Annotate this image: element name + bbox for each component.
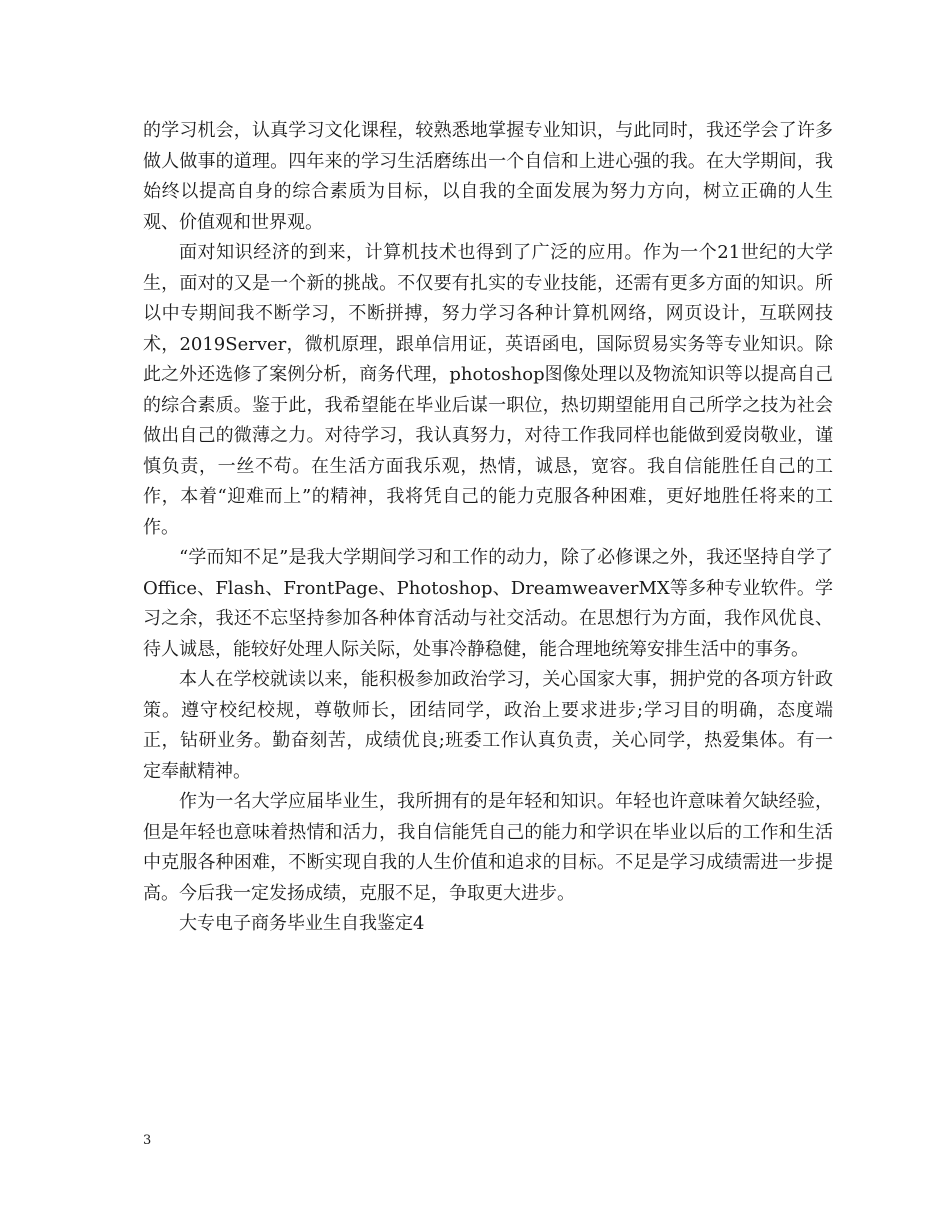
paragraph-2: 面对知识经济的到来，计算机技术也得到了广泛的应用。作为一个21世纪的大学生，面对的又是一个新的挑战。不仅要有扎实的专业技能，还需有更多方面的知识。所以中专期间我不断学习，不断拼搏，努力学习各种计算机网络，网页设计，互联网技术，2019Server，微机原理，跟单信用证，英语函电，国际贸易实务等专业知识。除此之外还选修了案例分析，商务代理，photoshop图像处理以及物流知识等以提高自己的综合素质。鉴于此，我希望能在毕业后谋一职位，热切期望能用自己所学之技为社会做出自己的微薄之力。对待学习，我认真努力，对待工作我同样也能做到爱岗敬业，谨慎负责，一丝不苟。在生活方面我乐观，热情，诚恳，宽容。我自信能胜任自己的工作，本着“迎难而上”的精神，我将凭自己的能力克服各种困难，更好地胜任将来的工作。 (143, 242, 833, 538)
paragraph-4: 本人在学校就读以来，能积极参加政治学习，关心国家大事，拥护党的各项方针政策。遵守校纪校规，尊敬师长，团结同学，政治上要求进步;学习目的明确，态度端正，钻研业务。勤奋刻苦，成绩优良;班委工作认真负责，关心同学，热爱集体。有一定奉献精神。 (143, 669, 833, 782)
page-number: 3 (143, 1133, 152, 1148)
paragraph-1: 的学习机会，认真学习文化课程，较熟悉地掌握专业知识，与此同时，我还学会了许多做人做事的道理。四年来的学习生活磨练出一个自信和上进心强的我。在大学期间，我始终以提高自身的综合素质为目标，以自我的全面发展为努力方向，树立正确的人生观、价值观和世界观。 (143, 120, 833, 233)
paragraph-5: 作为一名大学应届毕业生，我所拥有的是年轻和知识。年轻也许意味着欠缺经验，但是年轻也意味着热情和活力，我自信能凭自己的能力和学识在毕业以后的工作和生活中克服各种困难，不断实现自我的人生价值和追求的目标。不足是学习成绩需进一步提高。今后我一定发扬成绩，克服不足，争取更大进步。 (143, 791, 833, 904)
paragraph-3: “学而知不足”是我大学期间学习和工作的动力，除了必修课之外，我还坚持自学了Office、Flash、FrontPage、Photoshop、DreamweaverMX等多种专业软件。学习之余，我还不忘坚持参加各种体育活动与社交活动。在思想行为方面，我作风优良、待人诚恳，能较好处理人际关际，处事冷静稳健，能合理地统筹安排生活中的事务。 (143, 547, 833, 660)
section-heading: 大专电子商务毕业生自我鉴定4 (179, 913, 425, 934)
document-body (143, 116, 833, 940)
